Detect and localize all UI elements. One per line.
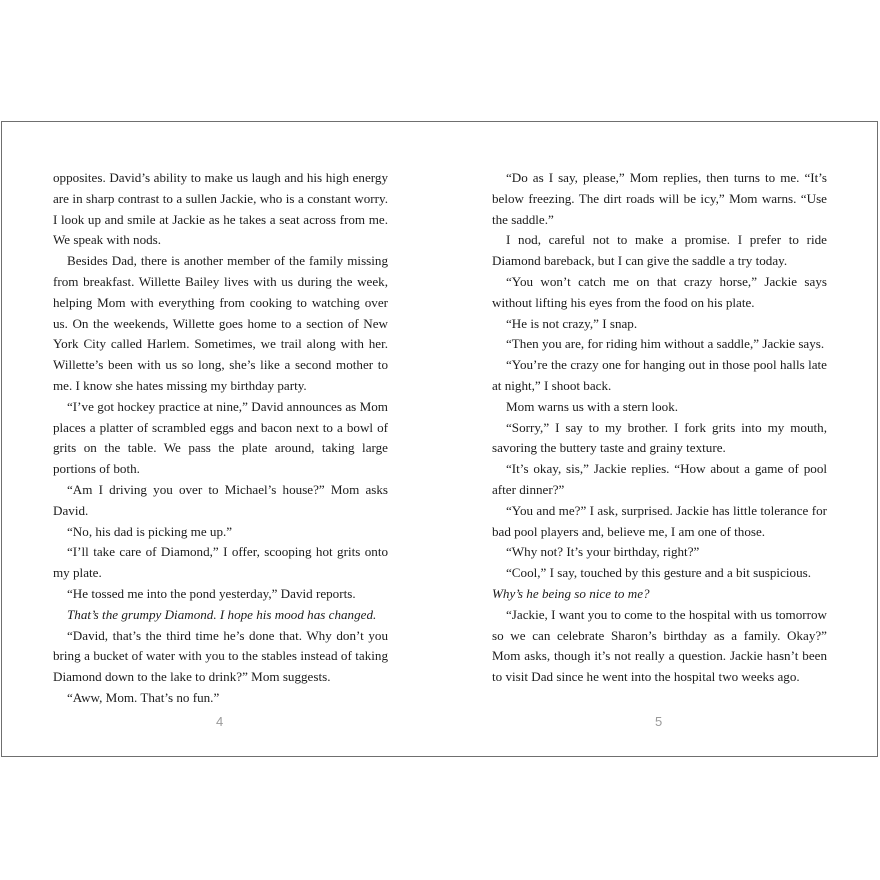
italic-thought: Why’s he being so nice to me? [492, 585, 650, 601]
paragraph: “It’s okay, sis,” Jackie replies. “How about a game of pool after dinner?” [492, 461, 827, 497]
right-page [492, 168, 827, 688]
paragraph: “You won’t catch me on that crazy horse,” Jackie says without lifting his eyes from the food on his plate. [492, 273, 827, 310]
paragraph: I nod, careful not to make a promise. I prefer to ride Diamond bareback, but I can give the saddle a try today. [492, 232, 827, 269]
paragraph: “David, that’s the third time he’s done that. Why don’t you bring a bucket of water with you to the stables instead of taking Diamond down to the lake to drink?” Mom suggests. [53, 627, 388, 685]
paragraph: “He tossed me into the pond yesterday,” David reports. [67, 585, 356, 601]
paragraph: “Do as I say, please,” Mom replies, then turns to me. “It’s below freezing. The dirt roads will be icy,” Mom warns. “Use the saddle.” [492, 170, 827, 227]
left-page [53, 168, 388, 709]
paragraph: “Am I driving you over to Michael’s house?” Mom asks David. [53, 481, 388, 518]
paragraph: Besides Dad, there is another member of the family missing from breakfast. Willette Bailey lives with us during the week, helping Mom with everything from cooking to watching over us. On the weekends, Willette goes home to a section of New York City called Harlem. Sometimes, we trail along with her. Willette’s been with us so long, she’s like a second mother to me. I know she hates missing my birthday party. [53, 253, 388, 393]
right-page-number: 5 [655, 714, 663, 729]
paragraph: Mom warns us with a stern look. [506, 398, 679, 414]
paragraph: “I’ll take care of Diamond,” I offer, scooping hot grits onto my plate. [53, 544, 388, 581]
paragraph: “You and me?” I ask, surprised. Jackie has little tolerance for bad pool players and, believe me, I am one of those. [492, 502, 827, 539]
paragraph: “Then you are, for riding him without a saddle,” Jackie says. [506, 336, 825, 352]
paragraph: opposites. David’s ability to make us laugh and his high energy are in sharp contrast to a sullen Jackie, who is a constant worry. I look up and smile at Jackie as he takes a seat across from me. We speak with nods. [53, 170, 388, 248]
paragraph: “Why not? It’s your birthday, right?” [506, 544, 700, 560]
italic-thought: That’s the grumpy Diamond. I hope his mood has changed. [67, 606, 377, 622]
paragraph: “Aww, Mom. That’s no fun.” [67, 689, 220, 705]
paragraph: “No, his dad is picking me up.” [67, 523, 233, 539]
paragraph: “You’re the crazy one for hanging out in those pool halls late at night,” I shoot back. [492, 357, 827, 393]
paragraph: “Jackie, I want you to come to the hospital with us tomorrow so we can celebrate Sharon’s birthday as a family. Okay?” Mom asks, though it’s not really a question. Jackie hasn’t been to visit Dad since he went into the hospital two weeks ago. [492, 606, 827, 685]
paragraph: “He is not crazy,” I snap. [506, 315, 638, 331]
paragraph: “Cool,” I say, touched by this gesture and a bit suspicious. [506, 565, 811, 581]
left-page-number: 4 [216, 714, 224, 729]
paragraph: “Sorry,” I say to my brother. I fork grits into my mouth, savoring the buttery taste and grainy texture. [492, 419, 827, 456]
paragraph: “I’ve got hockey practice at nine,” David announces as Mom places a platter of scrambled eggs and bacon next to a bowl of grits on the table. We pass the plate around, taking large portions of both. [53, 398, 388, 477]
